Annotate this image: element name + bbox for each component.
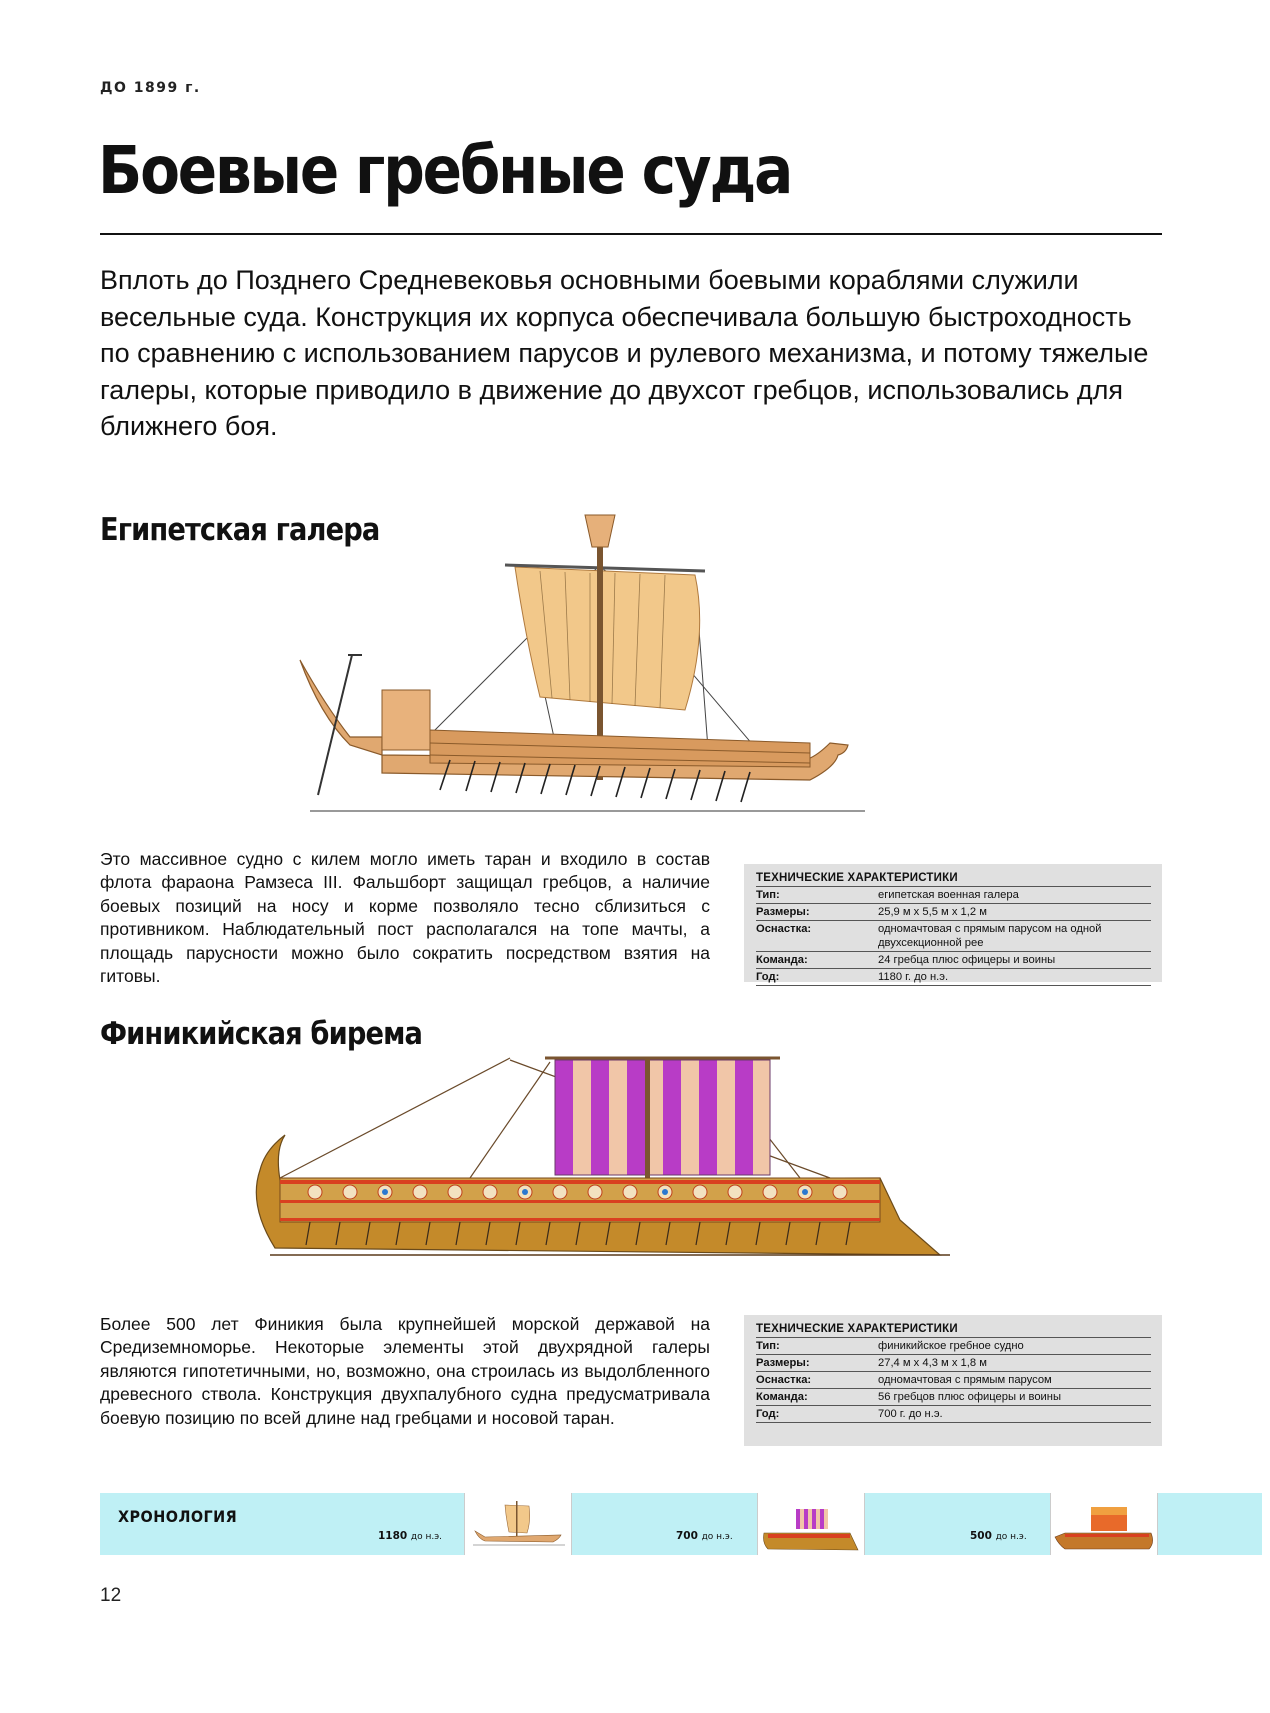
timeline-year: 700 <box>676 1530 698 1542</box>
section-body-phoenician-bireme: Более 500 лет Финикия была крупнейшей морской державой на Средиземноморье. Некоторые элементы этой двухрядной галеры являются гипотетичными, но, возможно, она строилась из выдолбленного древесного ствола. Конструкция двухпалубного судна предусматривала боевую позицию по всей длине над гребцами и носовой таран. <box>100 1314 710 1428</box>
timeline-suffix: до н.э. <box>410 1532 443 1542</box>
spec-value: 27,4 м x 4,3 м x 1,8 м <box>878 1355 1151 1372</box>
spec-value: 25,9 м x 5,5 м x 1,2 м <box>878 904 1151 921</box>
section-heading-egyptian-galley: Египетская галера <box>100 512 380 548</box>
page-number: 12 <box>100 1585 122 1606</box>
spec-table-phoenician-bireme <box>744 1315 1162 1446</box>
spec-title: ТЕХНИЧЕСКИЕ ХАРАКТЕРИСТИКИ <box>756 1323 958 1335</box>
timeline-date <box>970 1530 1027 1542</box>
section-body-egyptian-galley: Это массивное судно с килем могло иметь таран и входило в состав флота фараона Рамзеса III. Фальшборт защищал гребцов, а наличие боевых позиций на носу и корме позволяло тесно сблизиться с противником. Наблюдательный пост располагался на топе мачты, а площадь парусности можно было сократить посредством взятия на гитовы. <box>100 849 710 987</box>
spec-row-rigging <box>756 1372 1151 1389</box>
spec-value: одномачтовая с прямым парусом <box>878 1372 1151 1389</box>
spec-label: Оснастка: <box>756 921 878 952</box>
spec-value: одномачтовая с прямым парусом на одной двухсекционной рее <box>878 921 1151 952</box>
timeline-band <box>100 1493 1262 1555</box>
spec-label: Команда: <box>756 1389 878 1406</box>
section-heading-phoenician-bireme: Финикийская бирема <box>100 1016 423 1052</box>
trireme-thumbnail-icon <box>1051 1493 1157 1555</box>
egyptian-galley-icon <box>290 505 890 825</box>
spec-label: Команда: <box>756 952 878 969</box>
spec-row-dimensions <box>756 1355 1151 1372</box>
timeline-date <box>676 1530 733 1542</box>
spec-rows <box>756 1337 1151 1423</box>
spec-row-crew <box>756 952 1151 969</box>
spec-label: Размеры: <box>756 904 878 921</box>
spec-label: Тип: <box>756 887 878 904</box>
spec-row-dimensions <box>756 904 1151 921</box>
spec-value: 24 гребца плюс офицеры и воины <box>878 952 1151 969</box>
spec-value: финикийское гребное судно <box>878 1338 1151 1355</box>
timeline-date <box>378 1530 442 1542</box>
spec-rows <box>756 886 1151 986</box>
timeline-title: ХРОНОЛОГИЯ <box>118 1507 238 1526</box>
spec-row-type <box>756 1338 1151 1355</box>
galley-thumbnail-icon <box>465 1493 571 1555</box>
spec-label: Оснастка: <box>756 1372 878 1389</box>
title-divider <box>100 233 1162 235</box>
spec-row-crew <box>756 1389 1151 1406</box>
timeline-suffix: до н.э. <box>701 1532 733 1542</box>
page-title: Боевые гребные суда <box>98 132 792 209</box>
spec-label: Год: <box>756 969 878 986</box>
spec-row-type <box>756 887 1151 904</box>
timeline-thumb-panel <box>464 1493 572 1555</box>
timeline-thumb-panel <box>1050 1493 1158 1555</box>
spec-table-egyptian-galley <box>744 864 1162 982</box>
timeline-year: 1180 <box>378 1530 408 1542</box>
intro-paragraph: Вплоть до Позднего Средневековья основными боевыми кораблями служили весельные суда. Конструкция их корпуса обеспечивала большую быстроходность по сравнению с использованием парусов и рулевого механизма, и потому тяжелые галеры, которые приводило в движение до двухсот гребцов, использовались для ближнего боя. <box>100 265 1149 441</box>
spec-value: 1180 г. до н.э. <box>878 969 1151 986</box>
timeline-year: 500 <box>970 1530 992 1542</box>
spec-row-rigging <box>756 921 1151 952</box>
section-tag: ДО 1899 г. <box>100 80 201 96</box>
spec-value: египетская военная галера <box>878 887 1151 904</box>
bireme-thumbnail-icon <box>758 1493 864 1555</box>
spec-label: Тип: <box>756 1338 878 1355</box>
spec-value: 700 г. до н.э. <box>878 1406 1151 1423</box>
timeline-suffix: до н.э. <box>995 1532 1027 1542</box>
phoenician-bireme-icon <box>240 1040 980 1270</box>
timeline-thumb-panel <box>757 1493 865 1555</box>
spec-row-year <box>756 1406 1151 1423</box>
spec-title: ТЕХНИЧЕСКИЕ ХАРАКТЕРИСТИКИ <box>756 872 958 884</box>
spec-value: 56 гребцов плюс офицеры и воины <box>878 1389 1151 1406</box>
spec-label: Год: <box>756 1406 878 1423</box>
spec-row-year <box>756 969 1151 986</box>
spec-label: Размеры: <box>756 1355 878 1372</box>
